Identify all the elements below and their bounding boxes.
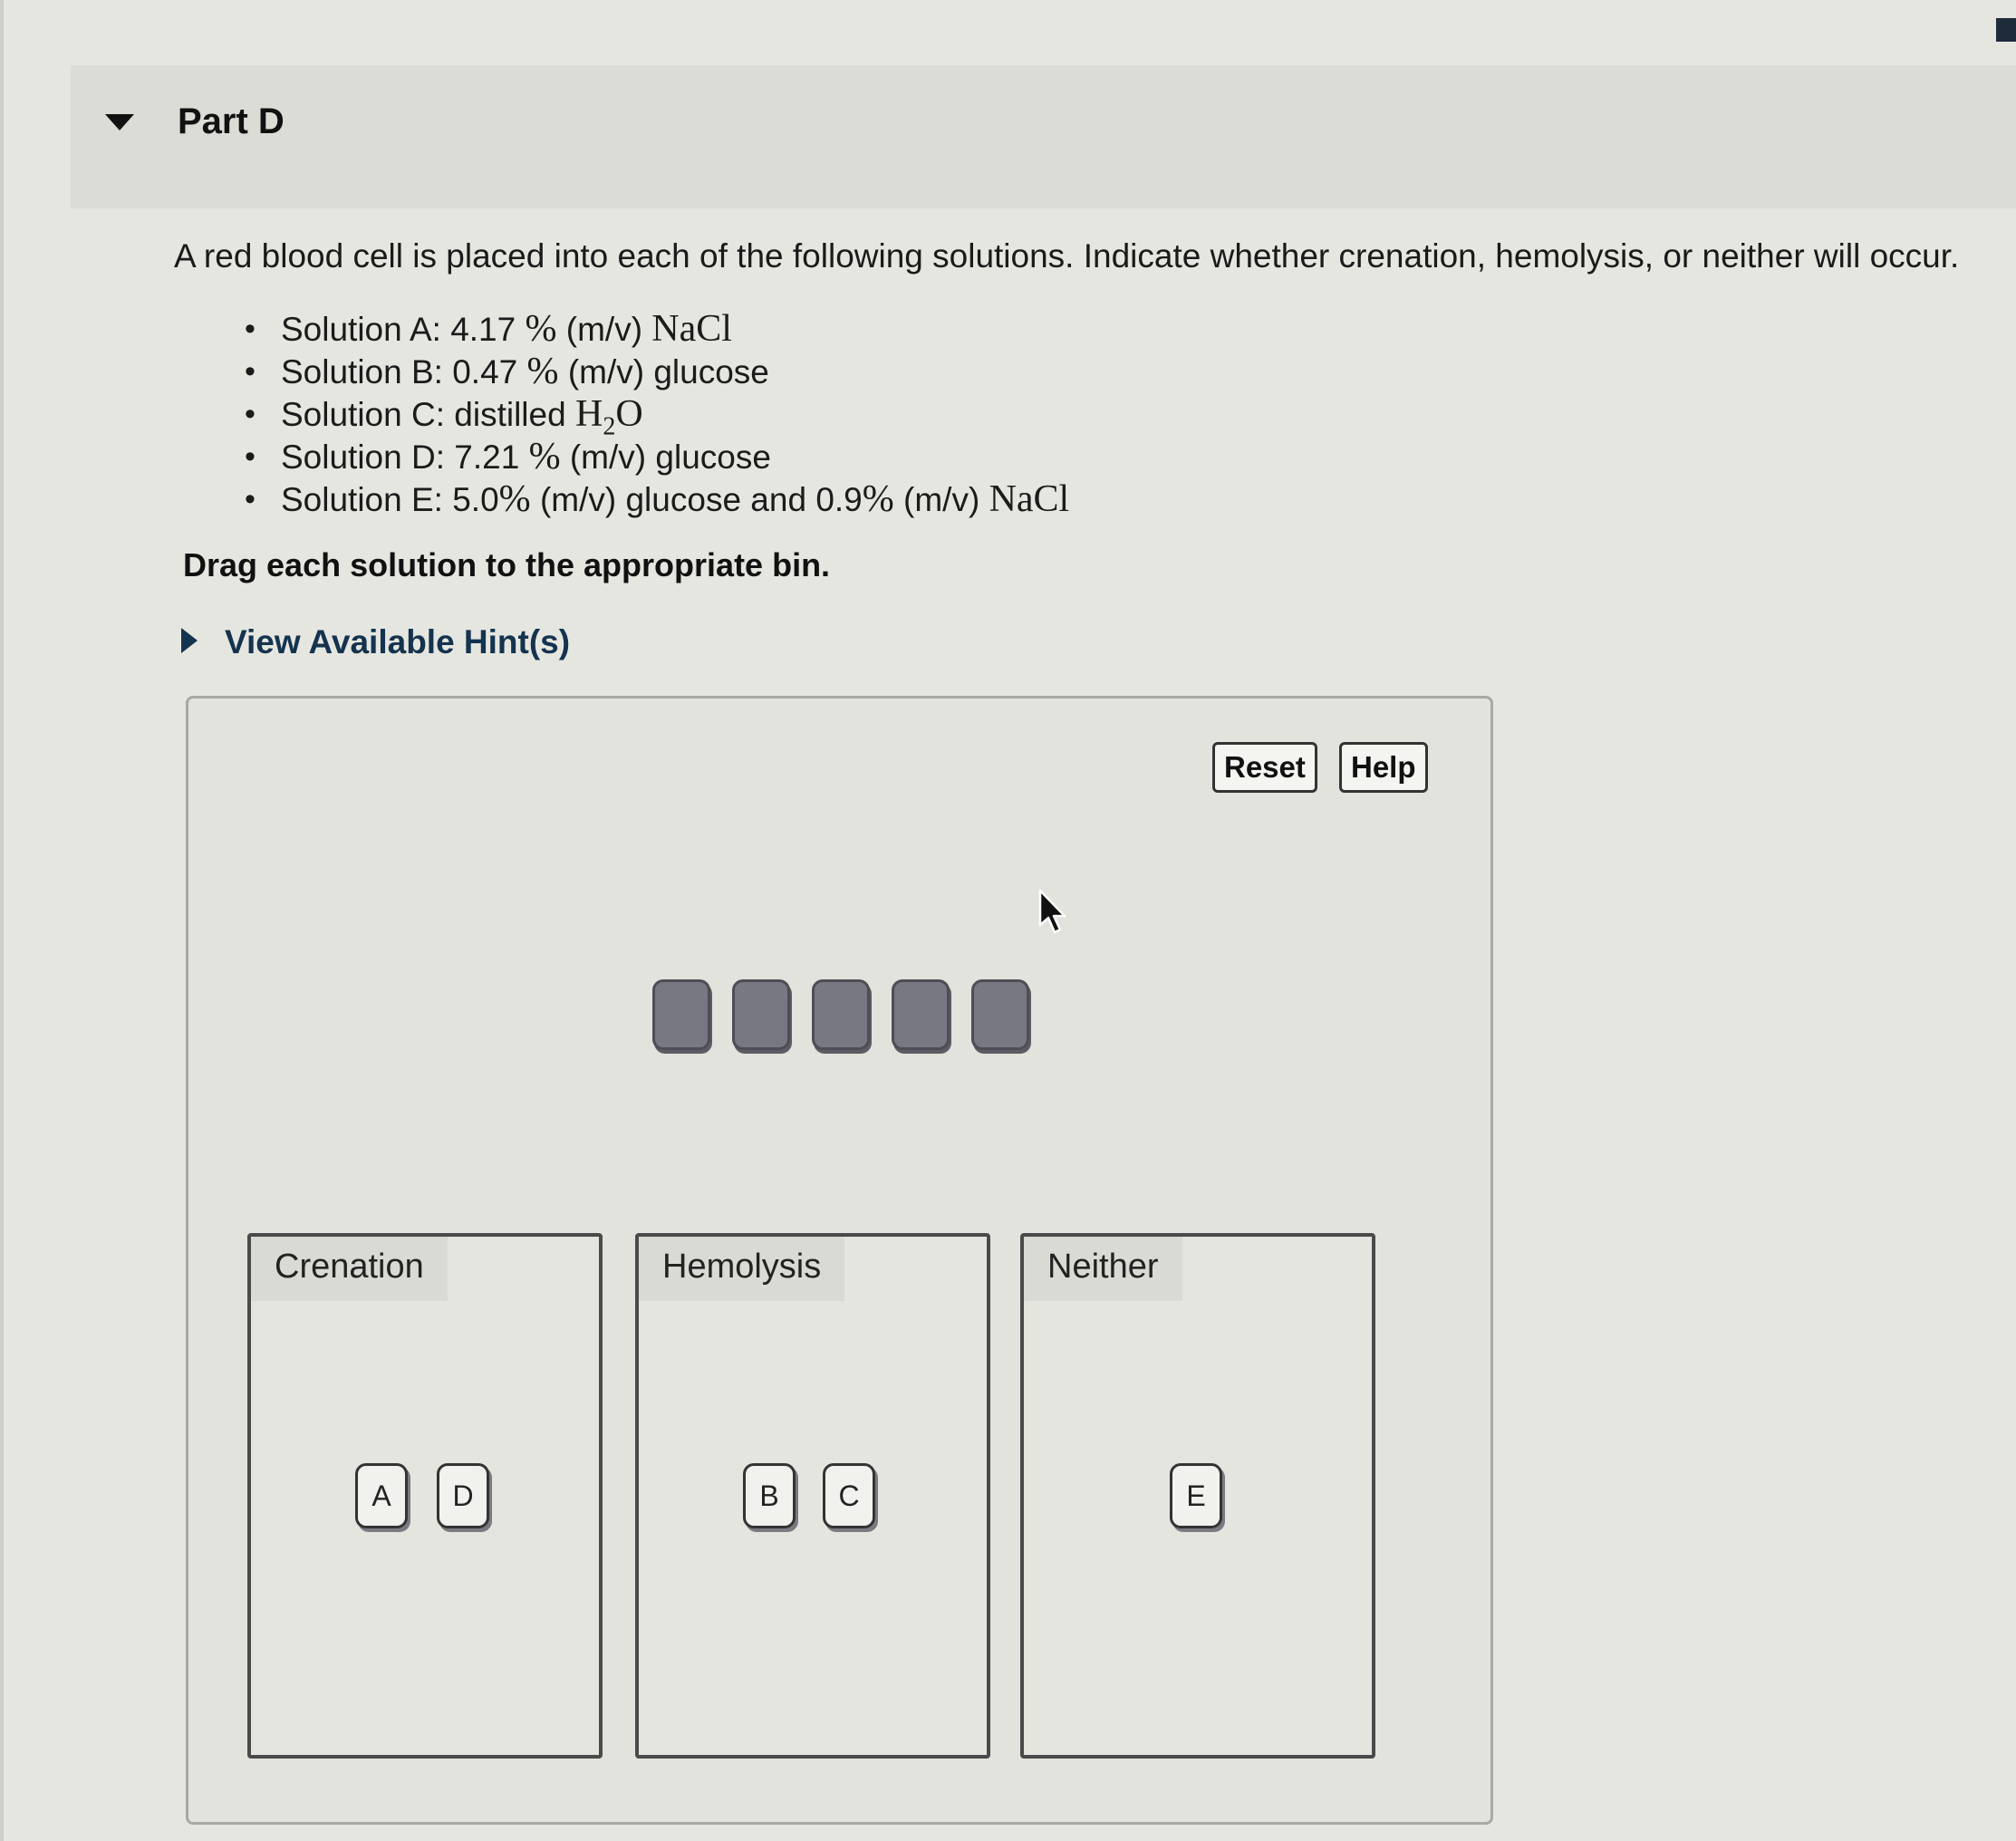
bin-title: Crenation — [251, 1237, 448, 1301]
empty-slot[interactable] — [732, 979, 790, 1050]
draggable-chip-a[interactable]: A — [355, 1463, 408, 1528]
bin-title: Hemolysis — [639, 1237, 844, 1301]
bin-hemolysis[interactable] — [635, 1233, 990, 1759]
bin-crenation[interactable] — [247, 1233, 603, 1759]
empty-slot[interactable] — [652, 979, 710, 1050]
question-text: A red blood cell is placed into each of the following solutions. Indicate whether crenation, hemolysis, or neither will occur. — [174, 237, 1960, 275]
draggable-chip-e[interactable]: E — [1170, 1463, 1222, 1528]
view-hints-link[interactable]: View Available Hint(s) — [181, 623, 570, 661]
part-title: Part D — [178, 101, 285, 141]
caret-right-icon — [181, 628, 198, 653]
instruction-text: Drag each solution to the appropriate bin. — [183, 546, 831, 583]
empty-slot[interactable] — [892, 979, 950, 1050]
solution-item-b: • Solution B: 0.47 % (m/v) glucose — [245, 351, 1069, 393]
reset-button[interactable]: Reset — [1212, 742, 1317, 793]
solution-item-e: • Solution E: 5.0% (m/v) glucose and 0.9% (m/v) NaCl — [245, 478, 1069, 521]
bin-neither[interactable] — [1020, 1233, 1375, 1759]
solution-list — [245, 308, 1069, 521]
solution-item-c: • Solution C: distilled $H_2O$ — [245, 393, 1069, 436]
solution-item-d: • Solution D: 7.21 % (m/v) glucose — [245, 436, 1069, 478]
drag-and-drop-area — [186, 696, 1493, 1825]
help-button[interactable]: Help — [1339, 742, 1428, 793]
empty-slot[interactable] — [971, 979, 1029, 1050]
solution-item-a: • Solution A: 4.17 % (m/v) NaCl — [245, 308, 1069, 351]
water-formula: $H_2O$ — [574, 393, 643, 441]
empty-slot[interactable] — [812, 979, 870, 1050]
draggable-chip-c[interactable]: C — [823, 1463, 875, 1528]
caret-down-icon[interactable] — [105, 114, 134, 130]
bin-title: Neither — [1024, 1237, 1182, 1301]
part-header — [71, 65, 2016, 208]
draggable-chip-b[interactable]: B — [743, 1463, 796, 1528]
draggable-chip-d[interactable]: D — [437, 1463, 489, 1528]
page-left-border — [0, 0, 4, 1841]
mouse-pointer-icon — [1037, 889, 1068, 936]
corner-indicator — [1996, 18, 2016, 42]
